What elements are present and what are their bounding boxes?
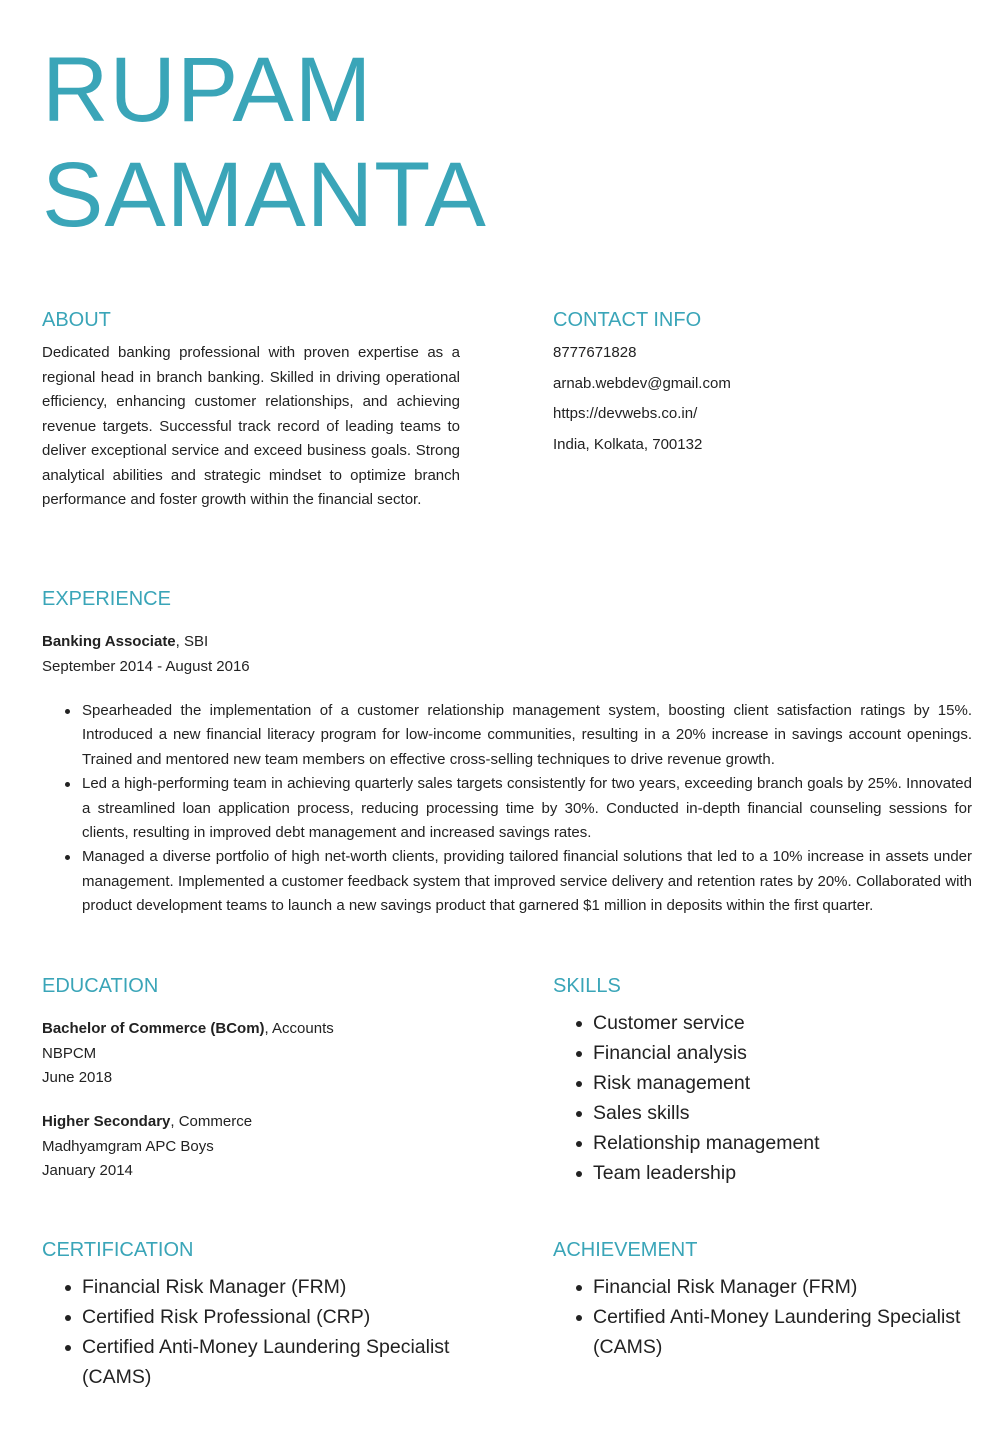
job-title: Banking Associate [42,633,176,650]
certification-item: Financial Risk Manager (FRM) [82,1272,512,1302]
degree-line [42,1110,482,1135]
contact-website[interactable]: https://devwebs.co.in/ [553,405,698,422]
certification-list [42,1272,512,1392]
skills-list [553,1008,991,1188]
skills-heading: SKILLS [553,975,621,997]
degree-line [42,1017,482,1042]
contact-info [553,341,953,463]
achievement-list [553,1272,991,1362]
job-company: , SBI [175,633,209,650]
skill-item: Customer service [593,1008,991,1038]
job-title-line [42,630,208,655]
candidate-name [42,38,487,248]
achievement-item: Certified Anti-Money Laundering Specialist (CAMS) [593,1302,991,1362]
last-name: SAMANTA [42,144,487,246]
education-entry [42,1110,482,1184]
job-bullet: Spearheaded the implementation of a customer relationship management system, boosting client satisfaction ratings by 15%. Introduced a new financial literacy program for low-income communities, resulting in a 20% increase in savings account openings. Trained and mentored new team members on effective cross-selling techniques to drive revenue growth. [82,699,972,772]
skill-item: Risk management [593,1068,991,1098]
contact-phone[interactable]: 8777671828 [553,344,637,361]
degree: Bachelor of Commerce (BCom) [42,1020,265,1037]
contact-heading: CONTACT INFO [553,309,702,331]
certification-item: Certified Anti-Money Laundering Specialist (CAMS) [82,1332,512,1392]
school: Madhyamgram APC Boys [42,1137,214,1155]
skill-item: Sales skills [593,1098,991,1128]
job-bullets [42,699,972,919]
field: , Accounts [264,1020,334,1037]
field: , Commerce [170,1113,253,1130]
skill-item: Relationship management [593,1128,991,1158]
job-bullet: Led a high-performing team in achieving quarterly sales targets consistently for two years, exceeding branch goals by 25%. Innovated a streamlined loan application process, reducing processing time by 30%. Conducted in-depth financial counseling sessions for clients, resulting in improved debt management and increased savings rates. [82,772,972,845]
job-bullet: Managed a diverse portfolio of high net-worth clients, providing tailored financial solutions that led to a 10% increase in assets under management. Implemented a customer feedback system that improved service delivery and retention rates by 20%. Collaborated with product development teams to launch a new savings product that garnered $1 million in deposits within the first quarter. [82,845,972,918]
about-text: Dedicated banking professional with proven expertise as a regional head in branch banking. Skilled in driving operational efficiency, enhancing customer relationships, and achieving revenue targets. Successful track record of leading teams to deliver exceptional service and exceed business goals. Strong analytical abilities and strategic mindset to optimize branch performance and foster growth within the financial sector. [42,344,460,508]
skill-item: Team leadership [593,1158,991,1188]
about-heading: ABOUT [42,309,111,331]
contact-email[interactable]: arnab.webdev@gmail.com [553,374,731,392]
skill-item: Financial analysis [593,1038,991,1068]
certification-heading: CERTIFICATION [42,1239,194,1261]
job-dates: September 2014 - August 2016 [42,658,250,675]
first-name: RUPAM [42,39,373,141]
contact-address: India, Kolkata, 700132 [553,435,703,453]
graduation-date: June 2018 [42,1069,113,1086]
education-heading: EDUCATION [42,975,159,997]
education-entry [42,1017,482,1091]
experience-heading: EXPERIENCE [42,588,171,610]
achievement-heading: ACHIEVEMENT [553,1239,698,1261]
certification-item: Certified Risk Professional (CRP) [82,1302,512,1332]
achievement-item: Financial Risk Manager (FRM) [593,1272,991,1302]
graduation-date: January 2014 [42,1162,133,1179]
school: NBPCM [42,1044,97,1062]
degree: Higher Secondary [42,1113,171,1130]
